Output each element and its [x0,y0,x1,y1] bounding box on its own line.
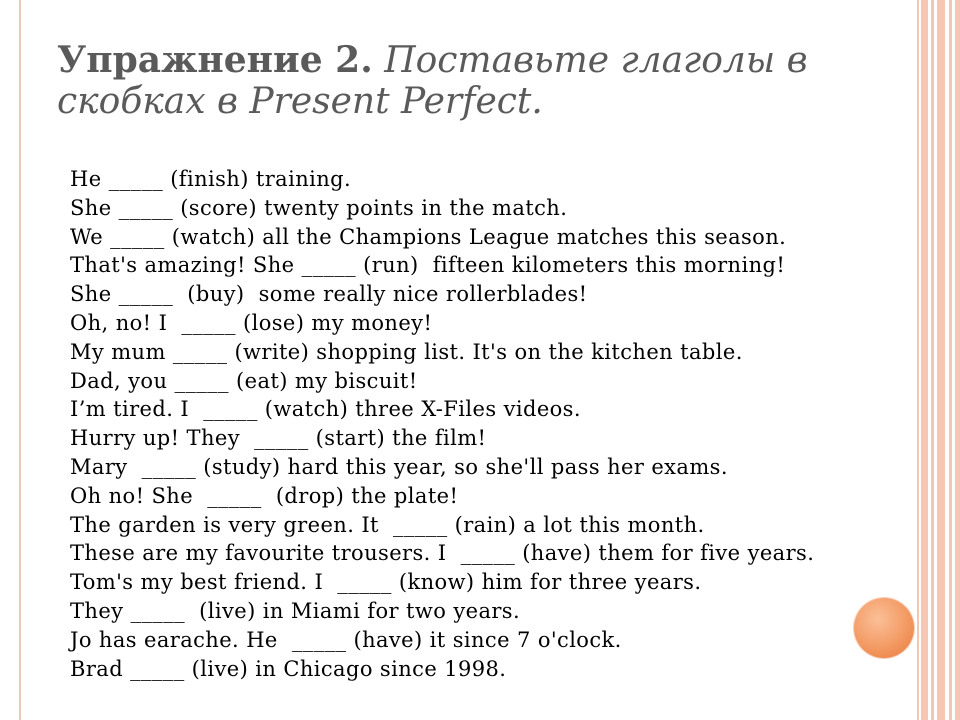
exercise-item: Hurry up! They _____ (start) the film! [70,426,487,451]
exercise-item: She _____ (buy) some really nice rollerblades! [70,282,588,307]
exercise-item: My mum _____ (write) shopping list. It's on the kitchen table. [70,339,743,364]
exercise-item: He _____ (finish) training. [70,167,352,191]
title-label: Упражнение 2. [57,39,373,81]
exercise-item: I’m tired. I _____ (watch) three X-Files videos. [70,397,581,422]
exercise-item: That's amazing! She _____ (run) fifteen kilometers this morning! [70,253,786,278]
exercise-item: She _____ (score) twenty points in the match. [70,195,568,220]
exercise-item: Mary _____ (study) hard this year, so she'll pass her exams. [70,454,728,479]
exercise-item: These are my favourite trousers. I _____ (have) them for five years. [70,541,815,566]
exercise-list [70,165,910,683]
exercise-item: Dad, you _____ (eat) my biscuit! [70,368,418,393]
left-border-line [19,0,21,720]
exercise-item: We _____ (watch) all the Champions League matches this season. [70,224,787,249]
exercise-item: Oh no! She _____ (drop) the plate! [70,483,459,508]
exercise-item: Brad _____ (live) in Chicago since 1998. [70,656,507,681]
exercise-item: Jo has earache. He _____ (have) it since 7 o'clock. [70,627,622,652]
exercise-item: The garden is very green. It _____ (rain) a lot this month. [70,512,705,537]
exercise-item: They _____ (live) in Miami for two years. [70,598,521,623]
exercise-item: Oh, no! I _____ (lose) my money! [70,310,433,335]
exercise-item: Tom's my best friend. I _____ (know) him for three years. [70,570,702,595]
right-stripes-decoration [917,0,960,720]
slide-title [57,40,877,122]
title-instruction: Поставьте глаголы в скобках в Present Perfect. [57,40,808,122]
